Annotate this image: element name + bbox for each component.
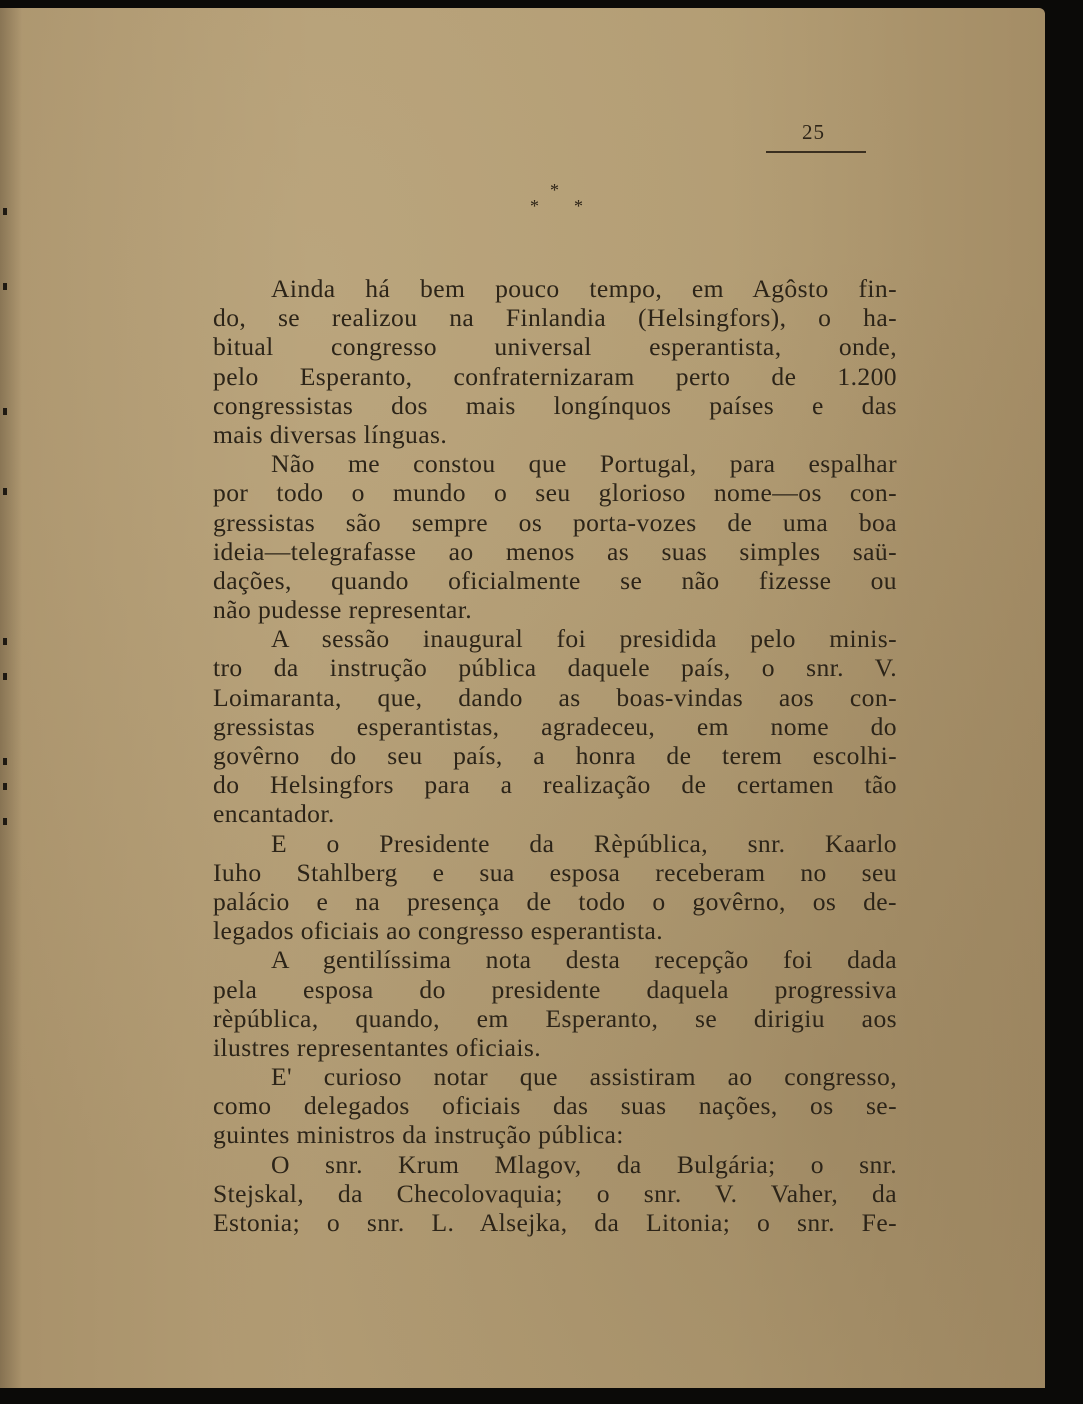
text-line: gressistas são sempre os porta-vozes de uma boa (213, 507, 897, 537)
text-line: O snr. Krum Mlagov, da Bulgária; o snr. (271, 1149, 897, 1179)
text-line: ilustres representantes oficiais. (213, 1032, 542, 1062)
asterism-star-right: * (574, 196, 583, 216)
text-line: E' curioso notar que assistiram ao congresso, (271, 1062, 897, 1092)
text-line: palácio e na presença de todo o govêrno, os de- (213, 886, 897, 916)
text-line: do, se realizou na Finlandia (Helsingfors), o ha- (213, 303, 897, 333)
text-line: pelo Esperanto, confraternizaram perto de 1.200 (213, 361, 897, 391)
text-line: Stejskal, da Checolovaquia; o snr. V. Vaher, da (213, 1178, 897, 1208)
text-line: mais diversas línguas. (213, 419, 448, 449)
text-line: como delegados oficiais das suas nações, os se- (213, 1091, 897, 1121)
body-text (213, 274, 897, 1237)
text-line: rèpública, quando, em Esperanto, se dirigiu aos (213, 1003, 897, 1033)
text-line: Estonia; o snr. L. Alsejka, da Litonia; o snr. Fe- (213, 1208, 897, 1237)
text-line: legados oficiais ao congresso esperantista. (213, 916, 664, 946)
asterism-star-top: * (550, 180, 559, 200)
text-line: não pudesse representar. (213, 595, 473, 625)
page-edge-marks (0, 8, 12, 1388)
asterism-star-left: * (530, 196, 539, 216)
text-line: gressistas esperantistas, agradeceu, em nome do (213, 711, 897, 741)
text-line: encantador. (213, 799, 335, 829)
text-line: E o Presidente da Rèpública, snr. Kaarlo (271, 828, 897, 858)
text-line: do Helsingfors para a realização de certamen tão (213, 770, 897, 800)
text-line: por todo o mundo o seu glorioso nome—os con- (213, 478, 897, 508)
text-line: dações, quando oficialmente se não fizesse ou (213, 565, 897, 595)
text-line: bitual congresso universal esperantista, onde, (213, 332, 897, 362)
asterism (520, 180, 600, 230)
text-line: Loimaranta, que, dando as boas-vindas aos con- (213, 682, 897, 712)
text-line: ideia—telegrafasse ao menos as suas simples saü- (213, 536, 897, 566)
text-line: Não me constou que Portugal, para espalhar (271, 449, 897, 479)
text-line: congressistas dos mais longínquos países e das (213, 390, 897, 420)
text-line: A gentilíssima nota desta recepção foi dada (271, 945, 897, 975)
page-number-rule (766, 151, 866, 153)
text-line: pela esposa do presidente daquela progressiva (213, 974, 897, 1004)
text-line: A sessão inaugural foi presidida pelo minis- (271, 624, 897, 654)
book-page (0, 8, 1045, 1388)
text-line: govêrno do seu país, a honra de terem escolhi- (213, 741, 897, 770)
text-line: Ainda há bem pouco tempo, em Agôsto fin- (271, 274, 897, 303)
text-line: guintes ministros da instrução pública: (213, 1120, 624, 1150)
page-number: 25 (802, 120, 825, 144)
text-line: tro da instrução pública daquele país, o snr. V. (213, 653, 897, 683)
text-line: Iuho Stahlberg e sua esposa receberam no seu (213, 857, 897, 887)
